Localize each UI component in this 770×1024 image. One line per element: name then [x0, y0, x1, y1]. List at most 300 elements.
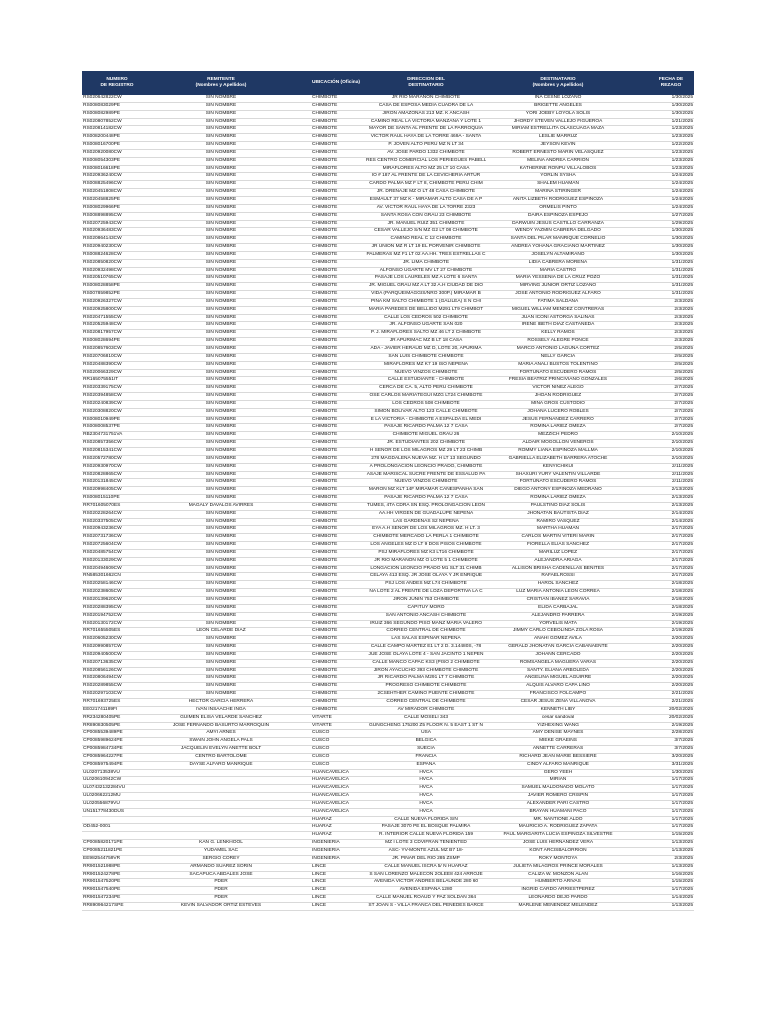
numero-registro-cell: CP0085984734PE	[83, 746, 123, 752]
direccion-cell: RES CENTRO COMERCIAL LOS PERIEGUES PABELL	[366, 157, 486, 163]
fecha-rezago-cell: 2/7/2025	[674, 408, 693, 414]
remitente-cell: SIN NOMBRE	[205, 267, 237, 273]
table-row	[82, 856, 694, 864]
destinatario-cell: FATIMA SALDAÑA	[537, 298, 579, 304]
direccion-cell: JR. ALFONSO UGARTE SAN 020	[389, 322, 463, 328]
fecha-rezago-cell: 2/19/2025	[671, 620, 693, 626]
numero-registro-cell: RS008010949PE	[83, 416, 121, 422]
fecha-rezago-cell: 1/15/2025	[671, 832, 693, 838]
fecha-rezago-cell: 2/17/2025	[671, 573, 693, 579]
numero-registro-cell: RR901547540PE	[83, 887, 121, 893]
destinatario-cell: KATHERINE RONPU VILLALOBOS	[519, 165, 597, 171]
destinatario-cell: ANNETTE CARRERAS	[532, 746, 584, 752]
destinatario-cell: SAMUEL MALDONADO MOLATO	[521, 785, 595, 791]
ubicacion-cell: HUANCAVELICA	[312, 808, 349, 814]
direccion-cell: CALLE CAMPO MARTEZ E1 LT 2 D. 3.14480S, -78	[370, 644, 482, 650]
table-row	[82, 95, 694, 103]
numero-registro-cell: RR901521988PE	[83, 863, 121, 869]
numero-registro-cell: RR901547520PE	[83, 879, 121, 885]
fecha-rezago-cell: 1/17/2025	[671, 816, 693, 822]
direccion-cell: JR. DRENAJE MZ O LT 48 CASA CHIMBOTE	[376, 189, 476, 195]
ubicacion-cell: CUSCO	[312, 746, 330, 752]
numero-registro-cell: UL020556879VU	[83, 800, 120, 806]
ubicacion-cell: CHIMBOTE	[312, 604, 338, 610]
direccion-cell: S SAN LORENZO MALECON 2OLEE8 424 ARROJE	[369, 871, 483, 877]
destinatario-cell: VICTOR NIÑEZ ALEGO	[532, 385, 584, 391]
table-row	[82, 228, 694, 236]
destinatario-cell: GERO YEEH	[543, 769, 573, 775]
remitente-cell: SIN NOMBRE	[205, 691, 237, 697]
ubicacion-cell: CHIMBOTE	[312, 557, 338, 563]
remitente-cell: SIN NOMBRE	[205, 275, 237, 281]
ubicacion-cell: CHIMBOTE	[312, 526, 338, 532]
direccion-cell: LOS ANGELES MZ D LT 9 DOS PISOS CHIMBOTE	[370, 542, 482, 548]
numero-registro-cell: RS020458825PE	[83, 196, 121, 202]
direccion-cell: CALLE MANUEL ISCRA 5/ N HUARAZ	[384, 863, 468, 869]
destinatario-cell: LIDIA CABRERA MORENA	[528, 259, 588, 265]
ubicacion-cell: CHIMBOTE	[312, 706, 338, 712]
destinatario-cell: LEONARDO DEJO PARDO	[528, 895, 588, 901]
header-direccion: DIRECCION DEL DESTINATARIO	[407, 77, 445, 88]
fecha-rezago-cell: 2/20/2025	[671, 683, 693, 689]
fecha-rezago-cell: 3/31/2025	[671, 761, 693, 767]
table-row	[82, 746, 694, 754]
ubicacion-cell: CHIMBOTE	[312, 251, 338, 257]
ubicacion-cell: CHIMBOTE	[312, 432, 338, 438]
direccion-cell: CAMINO REAL LA VICTORIA MANZANA Y LOTE 1	[370, 118, 482, 124]
numero-registro-cell: RS020807852CW	[83, 118, 122, 124]
numero-registro-cell: RS020990857CW	[83, 644, 122, 650]
table-row	[82, 605, 694, 613]
remitente-cell: SIN NOMBRE	[205, 149, 237, 155]
numero-registro-cell	[82, 817, 152, 824]
remitente-cell	[162, 777, 280, 784]
numero-registro-cell: RS020932498CW	[83, 267, 122, 273]
fecha-rezago-cell: 2/19/2025	[671, 722, 693, 728]
table-row	[82, 315, 694, 323]
remitente-cell: SIN NOMBRE	[205, 196, 237, 202]
numero-registro-cell: RS020713635CW	[83, 659, 122, 665]
remitente-cell	[162, 801, 280, 808]
fecha-rezago-cell: 2/10/2025	[671, 447, 693, 453]
destinatario-cell: PAULSTINO DIAZ SOLIS	[530, 502, 586, 508]
remitente-cell: PDER	[214, 895, 228, 901]
direccion-cell: JR. ESTUDIANTES 202 CHIMBOTE	[386, 440, 466, 446]
numero-registro-cell: RS020850820CW	[83, 259, 122, 265]
destinatario-cell: MARINA STIRINGER	[535, 189, 581, 195]
table-row	[82, 346, 694, 354]
numero-registro-cell: RS020258146CW	[83, 581, 122, 587]
destinatario-cell: MARIA YESSENIA DE LA CRUZ POZO	[515, 275, 601, 281]
table-row	[82, 354, 694, 362]
numero-registro-cell: UL020610942CW	[83, 777, 122, 783]
remitente-cell: SIN NOMBRE	[205, 526, 237, 532]
table-row	[82, 158, 694, 166]
table-row	[82, 252, 694, 260]
destinatario-cell: YORI JOEBY LOYOLA SOLIS	[525, 110, 591, 116]
numero-registro-cell: RS020339175CW	[83, 385, 122, 391]
destinatario-cell: YORLIN SYSHA	[540, 173, 576, 179]
table-row	[82, 119, 694, 127]
remitente-cell: SWAIN JOHN ANGELA PALS	[189, 738, 253, 744]
remitente-cell: MAGALY DAVALOS AVIRRES	[188, 502, 254, 508]
destinatario-cell: cesar sandoval	[541, 714, 575, 720]
fecha-rezago-cell: 2/13/2025	[671, 502, 693, 508]
remitente-cell: SIN NOMBRE	[205, 549, 237, 555]
table-row	[82, 801, 694, 809]
ubicacion-cell: CHIMBOTE	[312, 393, 338, 399]
table-row	[82, 762, 694, 770]
direccion-cell: JR RICARDO PALMA M291 LT 7 CHIMBOTE	[377, 675, 475, 681]
table-row	[82, 903, 694, 911]
table-row	[82, 879, 694, 887]
ubicacion-cell: CHIMBOTE	[312, 487, 338, 493]
destinatario-cell: MAURICIO A. RODRIGUEZ ZAPATA	[518, 824, 598, 830]
destinatario-cell: BRIGETTE ANGELES	[534, 102, 582, 108]
fecha-rezago-cell: 1/14/2025	[671, 895, 693, 901]
fecha-rezago-cell: 2/5/2025	[674, 353, 693, 359]
remitente-cell: SIN NOMBRE	[205, 455, 237, 461]
numero-registro-cell: UL07432132284VU	[83, 785, 126, 791]
table-row	[82, 472, 694, 480]
table-row	[82, 785, 694, 793]
table-row	[82, 770, 694, 778]
ubicacion-cell: CHIMBOTE	[312, 165, 338, 171]
table-row	[82, 566, 694, 574]
remitente-cell: SIN NOMBRE	[205, 126, 237, 132]
ubicacion-cell: CHIMBOTE	[312, 400, 338, 406]
table-row	[82, 573, 694, 581]
remitente-cell: SIN NOMBRE	[205, 416, 237, 422]
remitente-cell: SIN NOMBRE	[205, 338, 237, 344]
remitente-cell: SIN NOMBRE	[205, 644, 237, 650]
destinatario-cell: JOSE ANTONIO RODRIGUEZ ALFARO	[515, 291, 601, 297]
remitente-cell: GUIMEN ELISA VELARDE SANCHEZ	[180, 714, 262, 720]
ubicacion-cell: CHIMBOTE	[312, 346, 338, 351]
fecha-rezago-cell: 2/7/2025	[674, 385, 693, 391]
remitente-cell: SIN NOMBRE	[205, 291, 237, 297]
ubicacion-cell: CHIMBOTE	[312, 369, 338, 375]
ubicacion-cell: CHIMBOTE	[312, 118, 338, 124]
ubicacion-cell: CHIMBOTE	[312, 267, 338, 273]
ubicacion-cell: CHIMBOTE	[312, 440, 338, 446]
fecha-rezago-cell: 1/31/2025	[671, 275, 693, 281]
destinatario-cell: JOHANA LUCERO ROBLES	[527, 408, 589, 414]
remitente-cell: SIN NOMBRE	[205, 306, 237, 312]
direccion-cell: CARDO PALMA MZ F LT 8, CHIMBOTE PERÚ CHIM	[369, 181, 483, 187]
ubicacion-cell: CHIMBOTE	[312, 220, 338, 226]
destinatario-cell: WENDY YAZMIN CABRERA DELGADO	[515, 228, 601, 234]
remitente-cell: CENTRO BARTOLOME	[195, 753, 247, 759]
numero-registro-cell: RR701605070ES	[83, 502, 121, 508]
destinatario-cell: HAROL SANCHEZ	[537, 581, 579, 587]
numero-registro-cell: RS020936483CW	[83, 228, 122, 234]
table-row	[82, 519, 694, 527]
destinatario-cell: BRAYAN HUAMANI PACO	[529, 808, 587, 814]
numero-registro-cell: RR901547234PE	[83, 895, 121, 901]
header-fecha-rezago: FECHA DE REZAGO	[658, 77, 684, 88]
remitente-cell: SIN NOMBRE	[205, 487, 237, 493]
direccion-cell: PASAJE 3070 PE EL BOSQUE PALMIRA	[381, 824, 471, 830]
fecha-rezago-cell: 2/3/2025	[674, 322, 693, 328]
ubicacion-cell: CHIMBOTE	[312, 259, 338, 265]
ubicacion-cell: CHIMBOTE	[312, 173, 338, 179]
numero-registro-cell: RS020856126CW	[83, 667, 122, 673]
ubicacion-cell: CHIMBOTE	[312, 502, 338, 508]
remitente-cell: SIN NOMBRE	[205, 173, 237, 179]
fecha-rezago-cell: 1/24/2025	[671, 173, 693, 179]
fecha-rezago-cell: 3/20/2025	[671, 753, 693, 759]
remitente-cell: SIN NOMBRE	[205, 283, 237, 289]
ubicacion-cell: CHIMBOTE	[312, 565, 338, 571]
destinatario-cell: JEYSON KEVIN	[540, 142, 576, 148]
direccion-cell: NUEVO VINZOS CHIMBOTE	[394, 369, 458, 375]
numero-registro-cell: RS020130172CW	[83, 620, 122, 626]
direccion-cell: MARÍA PAREDES DE BELLIDO M291 LT9 CHIMBOT	[368, 306, 484, 312]
destinatario-cell: LESLIE MARRUZ	[538, 134, 578, 140]
destinatario-cell: MIRVING JUNIOR ORTIZ LOZANO	[519, 283, 597, 289]
table-row	[82, 777, 694, 785]
direccion-cell: CALLE MOSELI 343	[404, 714, 448, 720]
numero-registro-cell: RS020297103CW	[83, 691, 122, 697]
header-remitente: REMITENTE (Nombres y Apellidos)	[195, 77, 247, 88]
numero-registro-cell: RS020240839CW	[83, 400, 122, 406]
remitente-cell: SIN NOMBRE	[205, 510, 237, 516]
destinatario-cell: ROSSELY ALEGRE PONCE	[527, 338, 589, 344]
remitente-cell: SIN NOMBRE	[205, 565, 237, 571]
table-row	[82, 456, 694, 464]
destinatario-cell: CARLOS MARTIN VITERI MARIN	[521, 534, 595, 540]
destinatario-cell: DARWUIN JESUS CASTILLO CARRANZA	[512, 220, 604, 226]
ubicacion-cell: CHIMBOTE	[312, 447, 338, 453]
fecha-rezago-cell: 2/17/2025	[671, 526, 693, 532]
fecha-rezago-cell: 1/31/2025	[671, 291, 693, 297]
direccion-cell: HVCA	[419, 800, 433, 806]
direccion-cell: ESMAULT 37 MZ K - MIRAMAR ALTO CASA DE A P	[369, 196, 483, 202]
table-row	[82, 621, 694, 629]
fecha-rezago-cell: 2/17/2025	[671, 549, 693, 555]
destinatario-cell: SANTA DEL PILAR MANRIQUE CORNELIO	[510, 236, 606, 242]
ubicacion-cell: CHIMBOTE	[312, 683, 338, 689]
numero-registro-cell: RS020725604CW	[83, 542, 122, 548]
numero-registro-cell: RS008200448PE	[83, 134, 121, 140]
remitente-cell	[162, 770, 280, 777]
direccion-cell: JR. MANUEL RUIZ 351 CHIMBOTE	[387, 220, 465, 226]
direccion-cell: JR RIO MARAÑÓN CHIMBOTE	[391, 95, 461, 100]
destinatario-cell: ROBERT ERNESTO MARIN VELASQUEZ	[512, 149, 604, 155]
ubicacion-cell: CHIMBOTE	[312, 142, 338, 148]
remitente-cell: SIN NOMBRE	[205, 236, 237, 242]
destinatario-cell: CINDY ALFARO MANRIQUE	[526, 761, 590, 767]
destinatario-cell: KENNETH LIBY	[540, 706, 576, 712]
ubicacion-cell: LINCE	[312, 879, 327, 885]
numero-registro-cell: UL020662212MU	[83, 793, 121, 799]
fecha-rezago-cell: 2/20/2025	[671, 651, 693, 657]
direccion-cell: SIMÓN BOLÍVAR ALTO 123 CALLE CHIMBOTE	[374, 408, 478, 414]
numero-registro-cell: UL020713538VU	[83, 769, 120, 775]
destinatario-cell: MARIA ANALI BUSTOS TOLENTINO	[518, 361, 598, 367]
remitente-cell	[162, 824, 280, 831]
destinatario-cell: ORMELIS PINTO	[539, 204, 577, 210]
destinatario-cell: ANITA LIZBETH RODRIGUEZ ESPINOZA	[512, 196, 604, 202]
ubicacion-cell: CHIMBOTE	[312, 212, 338, 218]
direccion-cell: 2CSEHTHER CAMINO PUENTE CHIMBOTE	[377, 691, 475, 697]
fecha-rezago-cell: 1/31/2025	[671, 283, 693, 289]
fecha-rezago-cell: 2/17/2025	[671, 565, 693, 571]
direccion-cell: CHIMBOTE MIGUEL GRAU 26	[392, 432, 460, 438]
remitente-cell: SIN NOMBRE	[205, 165, 237, 171]
table-row	[82, 338, 694, 346]
ubicacion-cell: VITARTE	[312, 714, 332, 720]
ubicacion-cell: CHIMBOTE	[312, 549, 338, 555]
destinatario-cell: JOHANN CERCADO	[535, 651, 581, 657]
remitente-cell: SIN NOMBRE	[205, 597, 237, 602]
ubicacion-cell: CHIMBOTE	[312, 691, 338, 697]
table-row	[82, 668, 694, 676]
table-row	[82, 824, 694, 832]
fecha-rezago-cell: 1/30/2025	[671, 110, 693, 116]
direccion-cell: JR. LIMA CHIMBOTE	[402, 259, 450, 265]
direccion-cell: NUEVO VINZOS CHIMBOTE	[394, 479, 458, 485]
fecha-rezago-cell: 2/6/2025	[674, 377, 693, 383]
ubicacion-cell: LINCE	[312, 863, 327, 869]
direccion-cell: CERCA DE CA. 5, ALTO PERÚ CHIMBOTE	[379, 385, 473, 391]
fecha-rezago-cell: 2/14/2025	[671, 518, 693, 524]
table-row	[82, 683, 694, 691]
ubicacion-cell: CHIMBOTE	[312, 534, 338, 540]
numero-registro-cell: RS020943236CW	[83, 526, 122, 532]
ubicacion-cell: CHIMBOTE	[312, 644, 338, 650]
direccion-cell: CASA DE ESPOSA MEDIA CUADRA DE LA	[378, 102, 474, 108]
direccion-cell: MARÓN MZ KLT 14F MIRAMAR CANESPANHA SAN	[368, 487, 484, 493]
header-numero-registro: NUMERO DE REGISTRO	[100, 77, 134, 88]
fecha-rezago-cell: 2/10/2025	[671, 432, 693, 438]
remitente-cell: SIN NOMBRE	[205, 330, 237, 336]
fecha-rezago-cell: 1/17/2025	[671, 793, 693, 799]
remitente-cell: SIN NOMBRE	[205, 212, 237, 218]
numero-registro-cell: RS020725943CW	[83, 220, 122, 226]
remitente-cell: PDER	[214, 887, 228, 893]
table-row	[82, 503, 694, 511]
table-row	[82, 558, 694, 566]
direccion-cell: MAYOR DE SANTA AL FRENTE DE LA PARROQUIA	[369, 126, 483, 132]
ubicacion-cell: LINCE	[312, 871, 327, 877]
ubicacion-cell: CHIMBOTE	[312, 667, 338, 673]
fecha-rezago-cell: 2/21/2025	[671, 698, 693, 704]
direccion-cell: FRANCIA	[415, 753, 437, 759]
table-row	[82, 244, 694, 252]
destinatario-cell: INA CESNE LOZANO	[534, 95, 582, 100]
numero-registro-cell: RS020926327CW	[83, 298, 122, 304]
fecha-rezago-cell: 2/7/2025	[674, 416, 693, 422]
fecha-rezago-cell: 2/13/2025	[671, 487, 693, 493]
table-row	[82, 660, 694, 668]
ubicacion-cell: INGENIERIA	[312, 840, 340, 846]
ubicacion-cell: CHIMBOTE	[312, 589, 338, 595]
numero-registro-cell: UN151778430DUS	[83, 808, 125, 814]
destinatario-cell: SANTY. ELIANA ARBOLEDA	[526, 667, 590, 673]
destinatario-cell: JAVIER ROMERO CRISPIN	[527, 793, 589, 799]
fecha-rezago-cell: 1/23/2025	[671, 126, 693, 132]
table-row	[82, 738, 694, 746]
remitente-cell: SIN NOMBRE	[205, 228, 237, 234]
numero-registro-cell: RS008016618PE	[83, 165, 121, 171]
remitente-cell: SIN NOMBRE	[205, 251, 237, 257]
direccion-cell: ASC- YV-MONTE AZUL MZ B7 18-	[388, 848, 464, 853]
destinatario-cell: ROMSANGELA MAGUERA VARAS	[519, 659, 597, 665]
table-row	[82, 730, 694, 738]
remitente-cell: YUDAMEL SAC	[203, 848, 239, 853]
numero-registro-cell: RR701693725ES	[83, 698, 121, 704]
table-row	[82, 707, 694, 715]
ubicacion-cell: CHIMBOTE	[312, 659, 338, 665]
numero-registro-cell: RS020194752CW	[83, 612, 122, 618]
fecha-rezago-cell: 1/22/2025	[671, 142, 693, 148]
fecha-rezago-cell: 2/3/2025	[674, 330, 693, 336]
fecha-rezago-cell: 1/15/2025	[671, 879, 693, 885]
table-row	[82, 448, 694, 456]
numero-registro-cell	[82, 832, 152, 839]
destinatario-cell: SHALEM HUAMAN	[537, 181, 579, 187]
ubicacion-cell: CHIMBOTE	[312, 338, 338, 344]
remitente-cell	[162, 809, 280, 816]
ubicacion-cell: CHIMBOTE	[312, 228, 338, 234]
fecha-rezago-cell: 2/18/2025	[671, 589, 693, 595]
numero-registro-cell: RS020814182CW	[83, 126, 122, 132]
destinatario-cell: KELLY RAMOS	[541, 330, 575, 336]
numero-registro-cell: RR890964217SPE	[83, 902, 124, 908]
direccion-cell: VICTOR RAUL HAYA DE LA TORRE 469A - SANTA	[370, 134, 482, 140]
direccion-cell: AVENIDA VICTOR ANDRES BELAUNDE 280 60	[373, 879, 479, 885]
numero-registro-cell: RS020806494CW	[83, 675, 122, 681]
table-row	[82, 487, 694, 495]
numero-registro-cell: CP0085539489PE	[83, 730, 123, 736]
table-row	[82, 887, 694, 895]
fecha-rezago-cell: 2/20/2025	[671, 667, 693, 673]
ubicacion-cell: CHIMBOTE	[312, 510, 338, 516]
direccion-cell: LAS GARDEÑAS S2 NEPEÑA	[393, 518, 459, 524]
remitente-cell: SIN NOMBRE	[205, 298, 237, 304]
numero-registro-cell: RR701655505ES	[83, 628, 121, 634]
remitente-cell: SIN NOMBRE	[205, 620, 237, 626]
ubicacion-cell: CHIMBOTE	[312, 236, 338, 242]
remitente-cell: SIN NOMBRE	[205, 557, 237, 563]
ubicacion-cell: HUANCAVELICA	[312, 800, 349, 806]
table-row	[82, 895, 694, 903]
table-row	[82, 550, 694, 558]
destinatario-cell: MIEKE GRAEINS	[539, 738, 577, 744]
fecha-rezago-cell: 3/7/2025	[674, 746, 693, 752]
remitente-cell	[162, 793, 280, 800]
destinatario-cell: MIRIAM ESTRELLITA OLASCUAGA MAZA	[511, 126, 605, 132]
direccion-cell: JIRÓN AYACUCHO 393 CHIMBOTE CHIMBOTE	[373, 667, 479, 673]
direccion-cell: AA.HH VIRGEN DE GUADALUPE NEPEÑA	[378, 510, 474, 516]
remitente-cell: SIN NOMBRE	[205, 157, 237, 163]
fecha-rezago-cell: 1/24/2025	[671, 189, 693, 195]
destinatario-cell: MELINA ANDREA CARRIÓN	[527, 157, 589, 163]
destinatario-cell: JHOAN RODRIGUEZ	[534, 393, 582, 399]
fecha-rezago-cell: 1/24/2025	[671, 204, 693, 210]
table-row	[82, 652, 694, 660]
table-row	[82, 589, 694, 597]
ubicacion-cell: CHIMBOTE	[312, 628, 338, 634]
ubicacion-cell: CHIMBOTE	[312, 424, 338, 430]
direccion-cell: OSÉ CARLOS MARIÁTEGUI MZG LT24 CHIMBOTE	[369, 393, 483, 399]
table-row	[82, 675, 694, 683]
destinatario-cell: CRISTIAN IBAÑEZ SARAVIA	[526, 597, 590, 602]
fecha-rezago-cell: 3/7/2025	[674, 738, 693, 744]
remitente-cell	[162, 817, 280, 824]
